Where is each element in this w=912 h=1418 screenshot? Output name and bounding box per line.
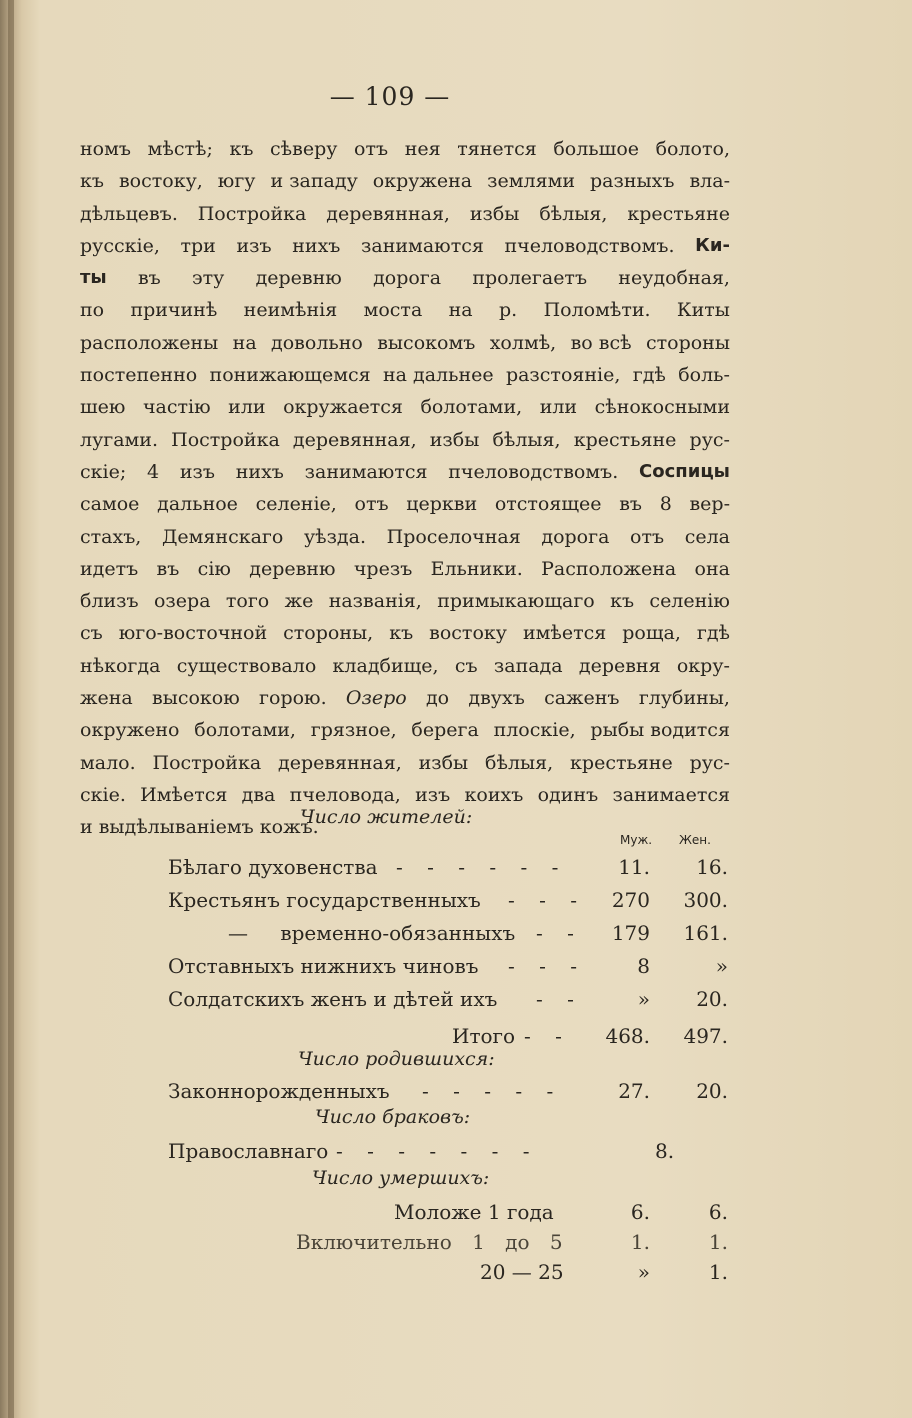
word: бѣлыя,	[539, 202, 608, 225]
word: къ	[229, 138, 254, 160]
row-label: Бѣлаго духовенства	[168, 855, 378, 879]
residents-row	[168, 888, 728, 922]
word: и выдѣлываніемъ кожъ.	[80, 816, 319, 839]
word: стороны	[645, 331, 730, 354]
residents-row	[168, 954, 728, 988]
word: отъ	[630, 525, 665, 548]
text-line	[80, 553, 730, 585]
word: окружена	[372, 170, 473, 193]
text-line	[80, 359, 730, 391]
word: болото,	[655, 138, 730, 160]
deaths-female-value: 6.	[708, 1200, 728, 1224]
word: скіе.	[80, 783, 126, 806]
residents-row	[168, 921, 728, 955]
word: занимаются	[304, 460, 428, 483]
word: рыбы водится	[590, 719, 730, 742]
text-line	[80, 294, 730, 326]
word: съ	[454, 654, 478, 677]
word: бѣлыя,	[492, 428, 561, 451]
word: три	[180, 234, 216, 257]
text-line	[80, 650, 730, 682]
row-dots: - - - - - -	[396, 855, 568, 879]
deaths-female-value: 1.	[708, 1230, 728, 1254]
word: окружается	[283, 396, 403, 419]
word: глубины,	[638, 687, 730, 710]
deaths-male-value: »	[637, 1260, 650, 1284]
word: Ки-	[695, 234, 730, 256]
row-female-value: 300.	[683, 888, 728, 912]
word: расположены	[80, 331, 219, 354]
word: русскіе,	[80, 234, 160, 257]
total-label: Итого	[452, 1024, 516, 1048]
word: имѣется	[522, 622, 607, 645]
total-male-value: 468.	[605, 1024, 650, 1048]
word: Расположена	[541, 557, 677, 580]
word: неимѣнія	[243, 299, 338, 322]
word: тянется	[457, 138, 537, 160]
word: близъ	[80, 590, 139, 613]
word: болотами,	[194, 719, 296, 742]
word: лугами.	[80, 428, 159, 451]
word: самое	[80, 493, 140, 516]
word: плоскіе,	[493, 719, 576, 742]
text-line	[80, 424, 730, 456]
word: озера	[153, 590, 211, 613]
births-female-value: 20.	[696, 1079, 728, 1103]
marriages-dots: - - - - - - -	[336, 1139, 539, 1163]
row-male-value: 11.	[618, 855, 650, 879]
word: сію	[197, 557, 231, 580]
body-paragraph	[80, 133, 730, 844]
text-line	[80, 456, 730, 488]
word: саженъ	[544, 687, 620, 710]
word: запада	[493, 654, 563, 677]
row-label: Крестьянъ государственныхъ	[168, 888, 481, 912]
word: мало.	[80, 751, 136, 774]
word: востоку,	[118, 170, 203, 193]
page-number: — 109 —	[329, 82, 451, 111]
row-dots: - - -	[508, 888, 586, 912]
residents-row	[168, 855, 728, 889]
row-male-value: »	[637, 987, 650, 1011]
word: дорога	[541, 525, 610, 548]
word: на дальнее	[382, 364, 494, 387]
total-dots: - -	[524, 1024, 571, 1048]
word: гдѣ	[696, 622, 730, 645]
word: Постройка	[152, 751, 262, 774]
word: занимается	[612, 783, 730, 806]
word: Демянскаго	[161, 525, 284, 548]
word: номъ	[80, 138, 131, 160]
word: болотами,	[420, 396, 523, 419]
word: существовало	[176, 654, 317, 677]
word: нихъ	[235, 460, 284, 483]
word: сѣверу	[270, 138, 338, 160]
word: крестьяне	[570, 751, 673, 774]
births-heading: Число родившихся:	[298, 1048, 495, 1070]
row-dots: - -	[536, 987, 583, 1011]
page-spine-shadow	[8, 0, 14, 1418]
word: изъ	[236, 234, 272, 257]
deaths-row	[168, 1230, 728, 1264]
word: вер-	[689, 493, 730, 516]
word: нихъ	[292, 234, 341, 257]
row-label: — временно-обязанныхъ	[228, 921, 516, 945]
row-male-value: 270	[611, 888, 650, 912]
word: берега	[411, 719, 479, 742]
text-line	[80, 488, 730, 520]
word: Ельники.	[430, 557, 523, 580]
residents-col-male: Муж.	[620, 833, 653, 847]
word: сѣнокосными	[594, 396, 730, 419]
word: нѣкогда	[80, 654, 161, 677]
births-dots: - - - - -	[422, 1079, 563, 1103]
word: идетъ	[80, 557, 139, 580]
row-female-value: 161.	[683, 921, 728, 945]
word: роща,	[622, 622, 681, 645]
word: примыкающаго	[437, 590, 595, 613]
word: Постройка	[171, 428, 280, 451]
word: мѣстѣ;	[147, 138, 213, 160]
word: до	[425, 687, 450, 710]
deaths-female-value: 1.	[708, 1260, 728, 1284]
text-line	[80, 165, 730, 197]
word: 4	[147, 460, 160, 483]
deaths-label: Моложе 1 года	[394, 1200, 554, 1224]
word: къ	[610, 590, 635, 613]
deaths-row	[168, 1200, 728, 1234]
deaths-row	[168, 1260, 728, 1294]
word: окружено	[80, 719, 180, 742]
deaths-heading: Число умершихъ:	[312, 1167, 490, 1189]
word: неудобная,	[618, 267, 730, 290]
row-label: Солдатскихъ женъ и дѣтей ихъ	[168, 987, 498, 1011]
births-label: Законнорожденныхъ	[168, 1079, 390, 1103]
text-line	[80, 585, 730, 617]
word: шею	[80, 396, 126, 419]
deaths-male-value: 6.	[630, 1200, 650, 1224]
word: во всѣ	[570, 331, 632, 354]
word: югу	[217, 170, 256, 193]
word: коихъ	[464, 783, 524, 806]
word: деревню	[255, 267, 342, 290]
word: Проселочная	[386, 525, 521, 548]
word: высокою	[152, 687, 240, 710]
text-line	[80, 262, 730, 294]
word: отстоящее	[494, 493, 602, 516]
word: бѣлыя,	[485, 751, 554, 774]
word: одинъ	[537, 783, 599, 806]
text-line	[80, 327, 730, 359]
word: селенію	[649, 590, 730, 613]
word: на	[232, 331, 257, 354]
row-dots: - -	[536, 921, 583, 945]
word: занимаются	[361, 234, 484, 257]
word: же	[284, 590, 314, 613]
word: къ	[80, 170, 104, 193]
word: горою.	[259, 687, 327, 710]
word: довольно	[271, 331, 363, 354]
word: деревянная,	[278, 751, 402, 774]
word: дальное	[157, 493, 238, 516]
word: Поломѣти.	[543, 299, 651, 322]
word: крестьяне	[573, 428, 677, 451]
row-female-value: 20.	[696, 987, 728, 1011]
word: деревянная,	[292, 428, 417, 451]
word: деревню	[249, 557, 336, 580]
text-line	[80, 198, 730, 230]
word: жена	[80, 687, 133, 710]
marriages-heading: Число браковъ:	[315, 1106, 471, 1128]
word: деревня	[578, 654, 661, 677]
word: уѣзда.	[303, 525, 367, 548]
word: постепенно	[80, 364, 198, 387]
word: нея	[404, 138, 441, 160]
word: рус-	[689, 751, 730, 774]
word: пролегаетъ	[472, 267, 588, 290]
word: Киты	[676, 299, 730, 322]
word: моста	[363, 299, 423, 322]
text-line	[80, 682, 730, 714]
word: рус-	[689, 428, 730, 451]
word: въ	[619, 493, 642, 516]
word: гдѣ	[632, 364, 666, 387]
word: Озеро	[345, 687, 407, 710]
word: востоку	[429, 622, 507, 645]
word: по	[80, 299, 105, 322]
word: къ	[389, 622, 414, 645]
row-female-value: »	[715, 954, 728, 978]
text-line	[80, 391, 730, 423]
word: двухъ	[468, 687, 525, 710]
row-male-value: 8	[637, 954, 650, 978]
total-female-value: 497.	[683, 1024, 728, 1048]
word: дѣльцевъ.	[80, 202, 178, 225]
word: Постройка	[197, 202, 307, 225]
word: эту	[191, 267, 225, 290]
word: и западу	[270, 170, 358, 193]
word: избы	[418, 751, 469, 774]
residents-col-female: Жен.	[679, 833, 711, 847]
word: ты	[80, 267, 107, 289]
word: Соспицы	[639, 460, 730, 482]
word: вла-	[689, 170, 730, 193]
word: 8	[659, 493, 672, 516]
word: Имѣется	[140, 783, 228, 806]
row-label: Отставныхъ нижнихъ чиновъ	[168, 954, 479, 978]
row-female-value: 16.	[696, 855, 728, 879]
text-line	[80, 617, 730, 649]
deaths-label: 20 — 25	[480, 1260, 564, 1284]
row-male-value: 179	[611, 921, 650, 945]
residents-heading: Число жителей:	[300, 806, 473, 828]
word: крестьяне	[627, 202, 730, 225]
births-male-value: 27.	[618, 1079, 650, 1103]
word: кладбище,	[332, 654, 439, 677]
word: или	[228, 396, 266, 419]
word: грязное,	[310, 719, 397, 742]
word: разстояніе,	[505, 364, 621, 387]
word: названія,	[328, 590, 422, 613]
word: разныхъ	[590, 170, 675, 193]
word: или	[539, 396, 578, 419]
row-dots: - - -	[508, 954, 586, 978]
word: юго-восточной	[118, 622, 268, 645]
word: р.	[499, 299, 518, 322]
word: дорога	[373, 267, 442, 290]
word: понижающемся	[209, 364, 371, 387]
word: большое	[553, 138, 639, 160]
word: того	[225, 590, 270, 613]
word: изъ	[179, 460, 215, 483]
text-line	[80, 747, 730, 779]
word: на	[448, 299, 473, 322]
word: села	[684, 525, 730, 548]
word: отъ	[354, 138, 389, 160]
text-line	[80, 133, 730, 165]
deaths-male-value: 1.	[630, 1230, 650, 1254]
word: боль-	[678, 364, 730, 387]
word: она	[694, 557, 730, 580]
residents-row	[168, 987, 728, 1021]
word: въ	[156, 557, 180, 580]
word: изъ	[415, 783, 451, 806]
word: съ	[80, 622, 103, 645]
word: селеніе,	[255, 493, 337, 516]
word: чрезъ	[353, 557, 413, 580]
word: въ	[137, 267, 161, 290]
text-line	[80, 230, 730, 262]
word: избы	[429, 428, 480, 451]
word: пчеловода,	[289, 783, 401, 806]
text-line	[80, 521, 730, 553]
marriages-value: 8.	[655, 1139, 675, 1163]
word: отъ	[354, 493, 389, 516]
word: высокомъ	[377, 331, 476, 354]
word: деревянная,	[326, 202, 450, 225]
word: два	[241, 783, 276, 806]
word: скіе;	[80, 460, 127, 483]
word: причинѣ	[130, 299, 218, 322]
word: стороны,	[283, 622, 374, 645]
word: частію	[142, 396, 211, 419]
word: стахъ,	[80, 525, 142, 548]
word: церкви	[406, 493, 478, 516]
word: окру-	[676, 654, 730, 677]
word: пчеловодствомъ.	[448, 460, 619, 483]
word: пчеловодствомъ.	[504, 234, 675, 257]
word: холмѣ,	[489, 331, 557, 354]
word: избы	[469, 202, 520, 225]
deaths-label: Включительно 1 до 5	[296, 1230, 563, 1254]
marriages-label: Православнаго	[168, 1139, 329, 1163]
text-line	[80, 714, 730, 746]
word: землями	[487, 170, 576, 193]
